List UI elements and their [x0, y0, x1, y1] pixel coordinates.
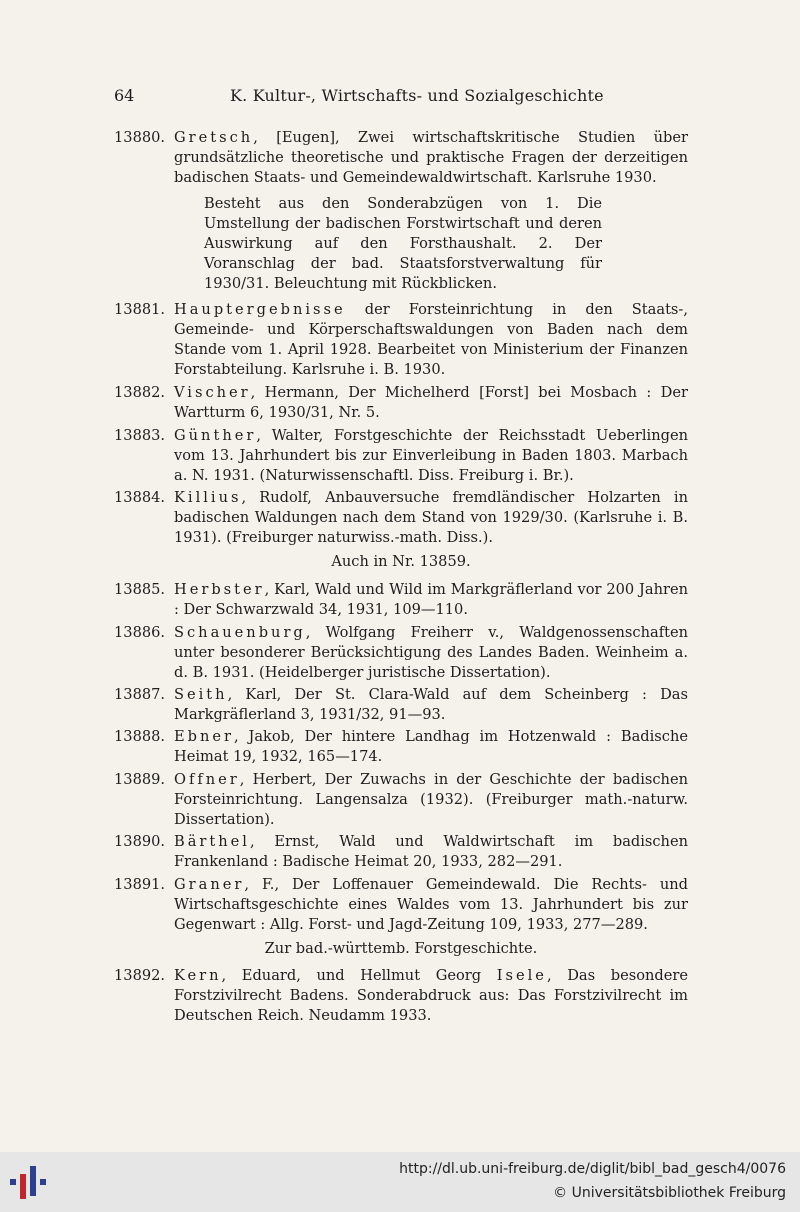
ub-freiburg-logo-icon[interactable] — [10, 1162, 50, 1204]
copyright-notice: © Universitätsbibliothek Freiburg — [553, 1185, 786, 1201]
entry-text: , Wolfgang Freiherr v., Waldgenossenschaften unter besonderer Berücksichtigung des Landes Baden. Weinheim a. d. B. 1931. (Heidelberger juristische Dissertation). — [174, 624, 688, 681]
entry-author: Offner — [174, 771, 240, 788]
entry-text: , F., Der Loffenauer Gemeindewald. Die Rechts- und Wirtschaftsgeschichte eines Waldes vom 13. Jahrhundert bis zur Gegenwart : Allg. Forst- und Jagd-Zeitung 109, 1933, 277—289. — [174, 876, 688, 933]
entry-author: Günther — [174, 427, 257, 444]
entry-number: 13891. — [114, 876, 166, 893]
entry-text: , [Eugen], Zwei wirtschaftskritische Studien über grundsätzliche theoretische und praktische Fragen der derzeitigen badischen Staats- und Gemeindewaldwirtschaft. Karlsruhe 1930. — [174, 129, 688, 186]
entry-author: Isele — [496, 967, 547, 984]
bibliography-entry — [114, 875, 688, 935]
entry-note: Zur bad.-württemb. Forstgeschichte. — [264, 940, 538, 957]
entry-number: 13882. — [114, 384, 166, 401]
bibliography-entry — [114, 832, 688, 872]
entry-number: 13890. — [114, 833, 166, 850]
entry-text: , Walter, Forstgeschichte der Reichsstadt Ueberlingen vom 13. Jahrhundert bis zur Einverleibung in Baden 1803. Marbach a. N. 1931. (Naturwissenschaftl. Diss. Freiburg i. Br.). — [174, 427, 688, 484]
bibliography-entry — [114, 770, 688, 830]
entry-author: Seith — [174, 686, 228, 703]
entry-author: Gretsch — [174, 129, 254, 146]
entry-text: , Karl, Wald und Wild im Markgräflerland vor 200 Jahren : Der Schwarzwald 34, 1931, 109—110. — [174, 581, 688, 618]
entry-author: Graner — [174, 876, 245, 893]
document-url-link[interactable]: http://dl.ub.uni-freiburg.de/diglit/bibl_bad_gesch4/0076 — [399, 1161, 786, 1177]
entry-author: Herbster — [174, 581, 265, 598]
entry-author: Schauenburg — [174, 624, 306, 641]
entry-text: , Ernst, Wald und Waldwirtschaft im badischen Frankenland : Badische Heimat 20, 1933, 282—291. — [174, 833, 688, 870]
entry-text: der Forsteinrichtung in den Staats-, Gemeinde- und Körperschaftswaldungen von Baden nach dem Stande vom 1. April 1928. Bearbeitet von Ministerium der Finanzen Forstabteilung. Karlsruhe i. B. 1930. — [174, 301, 688, 378]
bibliography-entry — [114, 488, 688, 548]
entry-number: 13889. — [114, 771, 166, 788]
entry-author: Bärthel — [174, 833, 250, 850]
entry-text: , Hermann, Der Michelherd [Forst] bei Mosbach : Der Wartturm 6, 1930/31, Nr. 5. — [174, 384, 688, 421]
bibliography-entry — [114, 966, 688, 1026]
bibliography-entry — [114, 383, 688, 423]
entry-note: Besteht aus den Sonderabzügen von 1. Die Umstellung der badischen Forstwirtschaft und deren Auswirkung auf den Forsthaushalt. 2. Der Voranschlag der bad. Staatsforstverwaltung für 1930/31. Beleuchtung mit Rückblicken. — [204, 195, 602, 292]
entry-number: 13884. — [114, 489, 166, 506]
page-number: 64 — [114, 86, 135, 105]
entry-author: Killius — [174, 489, 242, 506]
entry-text: , Rudolf, Anbauversuche fremdländischer Holzarten in badischen Waldungen nach dem Stand von 1929/30. (Karlsruhe i. B. 1931). (Freiburger naturwiss.-math. Diss.). — [174, 489, 688, 546]
entry-number: 13888. — [114, 728, 166, 745]
entry-number: 13881. — [114, 301, 166, 318]
entry-number: 13892. — [114, 967, 166, 984]
entry-text: , Herbert, Der Zuwachs in der Geschichte der badischen Forsteinrichtung. Langensalza (1932). (Freiburger math.-naturw. Dissertation). — [174, 771, 688, 828]
entry-number: 13886. — [114, 624, 166, 641]
running-title: K. Kultur-, Wirtschafts- und Sozialgeschichte — [230, 86, 604, 105]
entry-author: Ebner — [174, 728, 235, 745]
entry-author: Kern — [174, 967, 222, 984]
bibliography-entry — [114, 623, 688, 683]
entry-number: 13885. — [114, 581, 166, 598]
entry-text: , Jakob, Der hintere Landhag im Hotzenwald : Badische Heimat 19, 1932, 165—174. — [174, 728, 688, 765]
bibliography-entry — [114, 426, 688, 486]
bibliography-entry — [114, 580, 688, 620]
entry-number: 13880. — [114, 129, 166, 146]
bibliography-entry — [114, 128, 688, 188]
entry-number: 13883. — [114, 427, 166, 444]
entry-author: Hauptergebnisse — [174, 301, 346, 318]
bibliography-entry — [114, 727, 688, 767]
entry-note: Auch in Nr. 13859. — [331, 553, 471, 570]
bibliography-entry — [114, 685, 688, 725]
entry-author: Vischer — [174, 384, 251, 401]
viewer-footer — [0, 1152, 800, 1212]
bibliography-entry — [114, 300, 688, 380]
entry-text: , Das besondere Forstzivilrecht Badens. Sonderabdruck aus: Das Forstzivilrecht im Deutschen Reich. Neudamm 1933. — [174, 967, 688, 1024]
entry-text: , Eduard, und Hellmut Georg — [221, 967, 497, 984]
entry-number: 13887. — [114, 686, 166, 703]
entry-text: , Karl, Der St. Clara-Wald auf dem Scheinberg : Das Markgräflerland 3, 1931/32, 91—93. — [174, 686, 688, 723]
